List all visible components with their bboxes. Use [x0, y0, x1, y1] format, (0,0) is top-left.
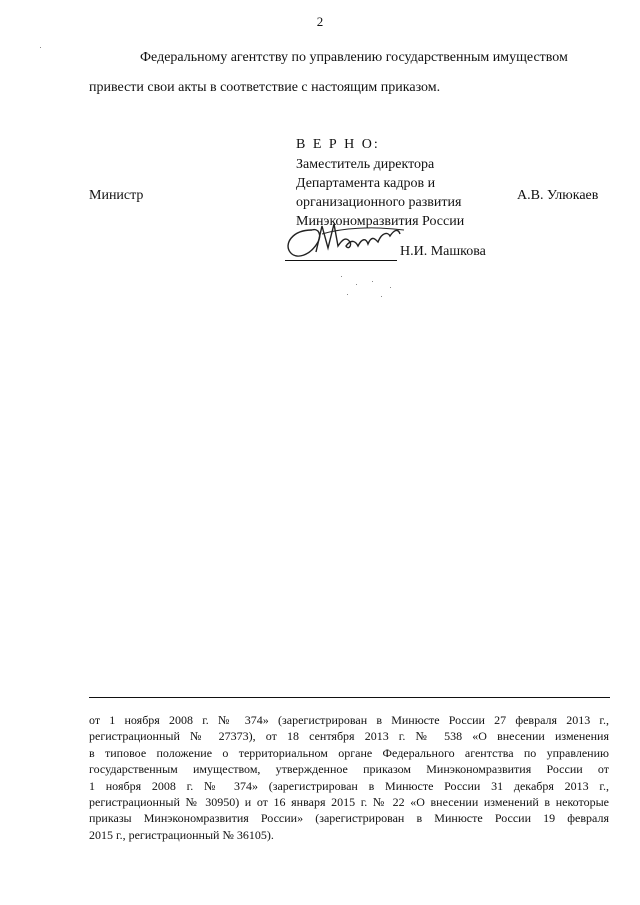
footnote-line: 2015 г., регистрационный № 36105). — [89, 827, 274, 842]
scan-speck — [372, 281, 373, 282]
scan-speck — [341, 276, 342, 277]
footnote-line: в типовое положение о территориальном органе Федерального агентства по управлению — [89, 745, 609, 760]
footnote-line: приказы Минэкономразвития России» (зарегистрирован в Минюсте России 19 февраля — [89, 811, 609, 826]
certifier-name: Н.И. Машкова — [400, 244, 486, 259]
footnote-line: 1 ноября 2008 г. № 374» (зарегистрирован в Минюсте России 31 декабря 2013 г., — [89, 778, 609, 793]
footnote-line: регистрационный № 30950) и от 16 января 2015 г. № 22 «О внесении изменений в некоторые — [89, 795, 609, 810]
minister-label: Министр — [89, 188, 144, 203]
footnote-line: регистрационный № 27373), от 18 сентября 2013 г. № 538 «О внесении изменения — [89, 729, 609, 744]
footnote-separator — [89, 697, 610, 698]
scan-speck — [390, 287, 391, 288]
page-number: 2 — [316, 14, 324, 29]
footnote-line: государственным имуществом, утвержденное приказом Минэкономразвития России от — [89, 762, 609, 777]
certification-position-line: Департамента кадров и — [296, 176, 436, 191]
certification-position-line: Заместитель директора — [296, 157, 435, 172]
scan-speck — [356, 284, 357, 285]
certification-title: В Е Р Н О: — [296, 137, 380, 152]
certification-position-line: Минэкономразвития России — [296, 214, 465, 229]
certification-position-line: организационного развития — [296, 195, 462, 210]
scan-speck — [381, 296, 382, 297]
body-paragraph-line-2: привести свои акты в соответствие с настоящим приказом. — [89, 80, 441, 95]
handwritten-signature — [282, 212, 412, 267]
signature-line — [285, 260, 397, 261]
minister-name: А.В. Улюкаев — [517, 188, 599, 203]
scan-speck — [347, 294, 348, 295]
footnote — [89, 712, 609, 843]
scan-speck — [40, 47, 41, 48]
body-paragraph-line-1: Федеральному агентству по управлению государственным имуществом — [140, 50, 568, 65]
footnote-line: от 1 ноября 2008 г. № 374» (зарегистрирован в Минюсте России 27 февраля 2013 г., — [89, 713, 609, 727]
